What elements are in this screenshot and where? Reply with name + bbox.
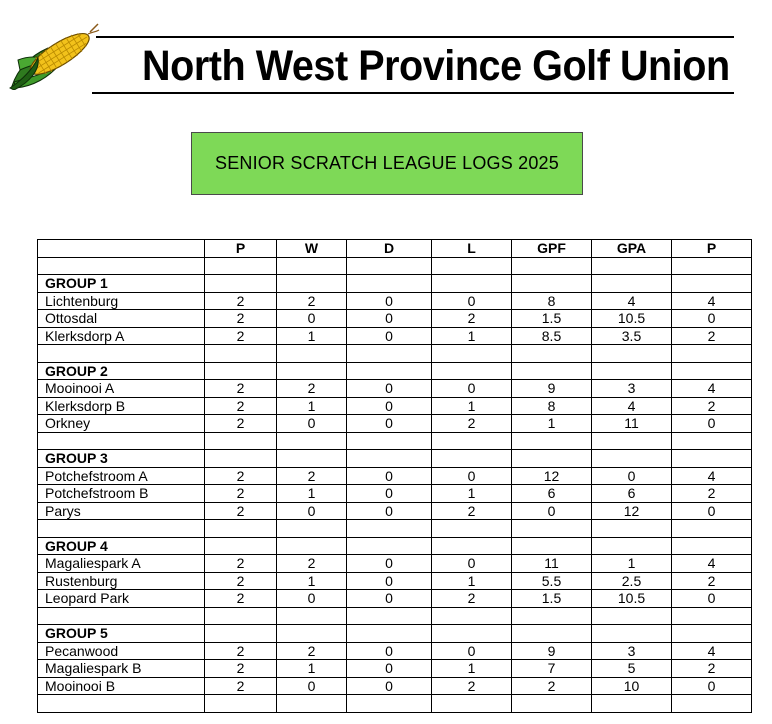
stat-cell: 0 <box>347 660 432 678</box>
empty-cell <box>347 520 432 538</box>
header-rule-top <box>96 36 734 38</box>
table-row <box>38 642 752 660</box>
table-row <box>38 380 752 398</box>
stat-cell: 0 <box>672 415 752 433</box>
table-row <box>38 502 752 520</box>
stat-cell: 1 <box>432 660 512 678</box>
group-name: GROUP 1 <box>38 275 205 293</box>
stat-cell: 9 <box>512 642 592 660</box>
empty-cell <box>512 432 592 450</box>
stat-cell: 0 <box>672 502 752 520</box>
empty-cell <box>432 432 512 450</box>
stat-cell: 4 <box>672 555 752 573</box>
team-name: Pecanwood <box>38 642 205 660</box>
stat-cell: 0 <box>432 380 512 398</box>
group-name: GROUP 3 <box>38 450 205 468</box>
empty-cell <box>512 537 592 555</box>
stat-cell: 0 <box>347 485 432 503</box>
table-row <box>38 660 752 678</box>
empty-cell <box>512 345 592 363</box>
empty-cell <box>432 450 512 468</box>
team-name: Lichtenburg <box>38 292 205 310</box>
stat-cell: 2 <box>205 467 277 485</box>
stat-cell: 0 <box>432 555 512 573</box>
stat-cell: 2 <box>432 590 512 608</box>
stat-cell: 8 <box>512 397 592 415</box>
empty-cell <box>205 362 277 380</box>
stat-cell: 12 <box>592 502 672 520</box>
page-title: North West Province Golf Union <box>142 42 730 90</box>
empty-cell <box>592 695 672 713</box>
stat-cell: 10.5 <box>592 310 672 328</box>
stat-cell: 8.5 <box>512 327 592 345</box>
empty-cell <box>38 257 205 275</box>
group-name: GROUP 4 <box>38 537 205 555</box>
empty-cell <box>205 625 277 643</box>
league-log-table <box>37 239 752 713</box>
empty-cell <box>205 520 277 538</box>
stat-cell: 0 <box>347 415 432 433</box>
team-name: Potchefstroom A <box>38 467 205 485</box>
stat-cell: 2 <box>672 397 752 415</box>
team-name: Leopard Park <box>38 590 205 608</box>
empty-cell <box>347 450 432 468</box>
team-name: Rustenburg <box>38 572 205 590</box>
empty-cell <box>277 362 347 380</box>
stat-cell: 1 <box>277 572 347 590</box>
spacer-row <box>38 695 752 713</box>
empty-cell <box>672 450 752 468</box>
stat-cell: 0 <box>347 572 432 590</box>
empty-cell <box>277 607 347 625</box>
stat-cell: 1 <box>432 327 512 345</box>
stat-cell: 10 <box>592 677 672 695</box>
spacer-row <box>38 607 752 625</box>
empty-cell <box>277 520 347 538</box>
stat-cell: 2 <box>432 677 512 695</box>
empty-cell <box>432 257 512 275</box>
empty-cell <box>672 432 752 450</box>
empty-cell <box>672 257 752 275</box>
table-row <box>38 555 752 573</box>
stat-cell: 0 <box>347 310 432 328</box>
stat-cell: 4 <box>592 292 672 310</box>
stat-cell: 2 <box>672 327 752 345</box>
column-header: GPA <box>592 240 672 258</box>
stat-cell: 11 <box>512 555 592 573</box>
league-banner <box>191 132 583 195</box>
empty-cell <box>347 432 432 450</box>
stat-cell: 2 <box>512 677 592 695</box>
empty-cell <box>347 537 432 555</box>
stat-cell: 4 <box>672 642 752 660</box>
stat-cell: 5 <box>592 660 672 678</box>
team-name: Parys <box>38 502 205 520</box>
group-row <box>38 625 752 643</box>
empty-cell <box>672 607 752 625</box>
stat-cell: 0 <box>672 677 752 695</box>
stat-cell: 0 <box>277 590 347 608</box>
stat-cell: 5.5 <box>512 572 592 590</box>
empty-cell <box>592 257 672 275</box>
empty-cell <box>432 607 512 625</box>
empty-cell <box>592 362 672 380</box>
empty-cell <box>592 450 672 468</box>
stat-cell: 6 <box>512 485 592 503</box>
spacer-row <box>38 432 752 450</box>
empty-cell <box>205 432 277 450</box>
stat-cell: 2 <box>672 660 752 678</box>
stat-cell: 2 <box>205 485 277 503</box>
column-header: W <box>277 240 347 258</box>
group-row <box>38 537 752 555</box>
header-rule-bottom <box>92 92 734 94</box>
stat-cell: 2 <box>432 502 512 520</box>
stat-cell: 2 <box>205 555 277 573</box>
stat-cell: 2 <box>205 292 277 310</box>
table-row <box>38 485 752 503</box>
team-name: Orkney <box>38 415 205 433</box>
empty-cell <box>205 450 277 468</box>
stat-cell: 1.5 <box>512 310 592 328</box>
team-name: Mooinooi B <box>38 677 205 695</box>
stat-cell: 2 <box>205 397 277 415</box>
spacer-row <box>38 345 752 363</box>
stat-cell: 1 <box>432 485 512 503</box>
team-name: Klerksdorp A <box>38 327 205 345</box>
empty-cell <box>205 695 277 713</box>
stat-cell: 0 <box>347 467 432 485</box>
empty-cell <box>277 345 347 363</box>
column-header: P <box>672 240 752 258</box>
stat-cell: 1 <box>277 327 347 345</box>
empty-cell <box>38 345 205 363</box>
stat-cell: 0 <box>347 380 432 398</box>
table-row <box>38 572 752 590</box>
empty-cell <box>347 362 432 380</box>
empty-cell <box>592 537 672 555</box>
table-row <box>38 590 752 608</box>
stat-cell: 2 <box>205 310 277 328</box>
stat-cell: 11 <box>592 415 672 433</box>
empty-cell <box>512 362 592 380</box>
empty-cell <box>205 537 277 555</box>
empty-cell <box>672 345 752 363</box>
stat-cell: 0 <box>347 327 432 345</box>
stat-cell: 0 <box>277 310 347 328</box>
empty-cell <box>347 695 432 713</box>
stat-cell: 2 <box>205 572 277 590</box>
stat-cell: 3.5 <box>592 327 672 345</box>
stat-cell: 2 <box>277 642 347 660</box>
empty-cell <box>277 432 347 450</box>
empty-cell <box>592 432 672 450</box>
empty-cell <box>432 275 512 293</box>
column-header: P <box>205 240 277 258</box>
stat-cell: 1 <box>277 660 347 678</box>
stat-cell: 0 <box>347 677 432 695</box>
empty-cell <box>592 520 672 538</box>
stat-cell: 4 <box>592 397 672 415</box>
empty-cell <box>277 275 347 293</box>
team-name: Mooinooi A <box>38 380 205 398</box>
table-row <box>38 310 752 328</box>
stat-cell: 2 <box>277 555 347 573</box>
empty-cell <box>672 695 752 713</box>
empty-cell <box>277 537 347 555</box>
table-row <box>38 677 752 695</box>
empty-cell <box>205 345 277 363</box>
stat-cell: 0 <box>347 555 432 573</box>
stat-cell: 2.5 <box>592 572 672 590</box>
empty-cell <box>432 537 512 555</box>
stat-cell: 0 <box>347 292 432 310</box>
stat-cell: 2 <box>277 292 347 310</box>
empty-cell <box>38 520 205 538</box>
empty-cell <box>432 345 512 363</box>
stat-cell: 4 <box>672 467 752 485</box>
stat-cell: 0 <box>347 397 432 415</box>
stat-cell: 0 <box>432 292 512 310</box>
stat-cell: 0 <box>277 415 347 433</box>
empty-cell <box>512 257 592 275</box>
stat-cell: 0 <box>672 590 752 608</box>
empty-cell <box>432 695 512 713</box>
empty-cell <box>347 345 432 363</box>
empty-cell <box>512 450 592 468</box>
empty-cell <box>38 432 205 450</box>
team-name: Potchefstroom B <box>38 485 205 503</box>
stat-cell: 1 <box>277 485 347 503</box>
stat-cell: 2 <box>205 642 277 660</box>
empty-cell <box>592 625 672 643</box>
stat-cell: 0 <box>347 502 432 520</box>
team-name: Magaliespark B <box>38 660 205 678</box>
stat-cell: 10.5 <box>592 590 672 608</box>
column-header: D <box>347 240 432 258</box>
empty-cell <box>512 520 592 538</box>
spacer-row <box>38 257 752 275</box>
column-header <box>38 240 205 258</box>
stat-cell: 6 <box>592 485 672 503</box>
stat-cell: 2 <box>205 660 277 678</box>
team-name: Klerksdorp B <box>38 397 205 415</box>
empty-cell <box>432 625 512 643</box>
empty-cell <box>512 275 592 293</box>
empty-cell <box>347 275 432 293</box>
empty-cell <box>38 607 205 625</box>
stat-cell: 4 <box>672 292 752 310</box>
group-row <box>38 362 752 380</box>
empty-cell <box>672 275 752 293</box>
stat-cell: 2 <box>205 502 277 520</box>
empty-cell <box>672 537 752 555</box>
stat-cell: 2 <box>432 415 512 433</box>
empty-cell <box>277 257 347 275</box>
stat-cell: 0 <box>347 590 432 608</box>
stat-cell: 0 <box>277 502 347 520</box>
stat-cell: 0 <box>512 502 592 520</box>
table-row <box>38 292 752 310</box>
empty-cell <box>277 625 347 643</box>
stat-cell: 0 <box>347 642 432 660</box>
group-row <box>38 275 752 293</box>
empty-cell <box>205 257 277 275</box>
stat-cell: 3 <box>592 642 672 660</box>
stat-cell: 0 <box>672 310 752 328</box>
banner-text: SENIOR SCRATCH LEAGUE LOGS 2025 <box>215 153 559 173</box>
stat-cell: 2 <box>672 485 752 503</box>
stat-cell: 2 <box>205 415 277 433</box>
empty-cell <box>432 362 512 380</box>
stat-cell: 2 <box>432 310 512 328</box>
stat-cell: 1 <box>432 397 512 415</box>
empty-cell <box>38 695 205 713</box>
empty-cell <box>277 450 347 468</box>
table-header-row <box>38 240 752 258</box>
spacer-row <box>38 520 752 538</box>
table-row <box>38 415 752 433</box>
stat-cell: 0 <box>592 467 672 485</box>
stat-cell: 9 <box>512 380 592 398</box>
stat-cell: 7 <box>512 660 592 678</box>
stat-cell: 1 <box>592 555 672 573</box>
stat-cell: 3 <box>592 380 672 398</box>
stat-cell: 2 <box>672 572 752 590</box>
stat-cell: 2 <box>277 380 347 398</box>
group-row <box>38 450 752 468</box>
empty-cell <box>672 625 752 643</box>
empty-cell <box>347 625 432 643</box>
stat-cell: 2 <box>205 380 277 398</box>
empty-cell <box>347 257 432 275</box>
column-header: L <box>432 240 512 258</box>
empty-cell <box>592 345 672 363</box>
stat-cell: 0 <box>277 677 347 695</box>
stat-cell: 0 <box>432 467 512 485</box>
stat-cell: 1 <box>432 572 512 590</box>
stat-cell: 0 <box>432 642 512 660</box>
table-row <box>38 327 752 345</box>
corn-cob-icon <box>8 20 100 90</box>
empty-cell <box>205 275 277 293</box>
table-row <box>38 467 752 485</box>
empty-cell <box>277 695 347 713</box>
stat-cell: 2 <box>205 327 277 345</box>
empty-cell <box>592 275 672 293</box>
empty-cell <box>592 607 672 625</box>
empty-cell <box>205 607 277 625</box>
empty-cell <box>347 607 432 625</box>
empty-cell <box>672 362 752 380</box>
empty-cell <box>512 625 592 643</box>
group-name: GROUP 2 <box>38 362 205 380</box>
team-name: Magaliespark A <box>38 555 205 573</box>
group-name: GROUP 5 <box>38 625 205 643</box>
stat-cell: 4 <box>672 380 752 398</box>
empty-cell <box>512 695 592 713</box>
empty-cell <box>432 520 512 538</box>
stat-cell: 1 <box>512 415 592 433</box>
column-header: GPF <box>512 240 592 258</box>
table-row <box>38 397 752 415</box>
team-name: Ottosdal <box>38 310 205 328</box>
stat-cell: 2 <box>277 467 347 485</box>
stat-cell: 2 <box>205 677 277 695</box>
stat-cell: 1.5 <box>512 590 592 608</box>
stat-cell: 1 <box>277 397 347 415</box>
stat-cell: 12 <box>512 467 592 485</box>
stat-cell: 8 <box>512 292 592 310</box>
empty-cell <box>512 607 592 625</box>
empty-cell <box>672 520 752 538</box>
stat-cell: 2 <box>205 590 277 608</box>
